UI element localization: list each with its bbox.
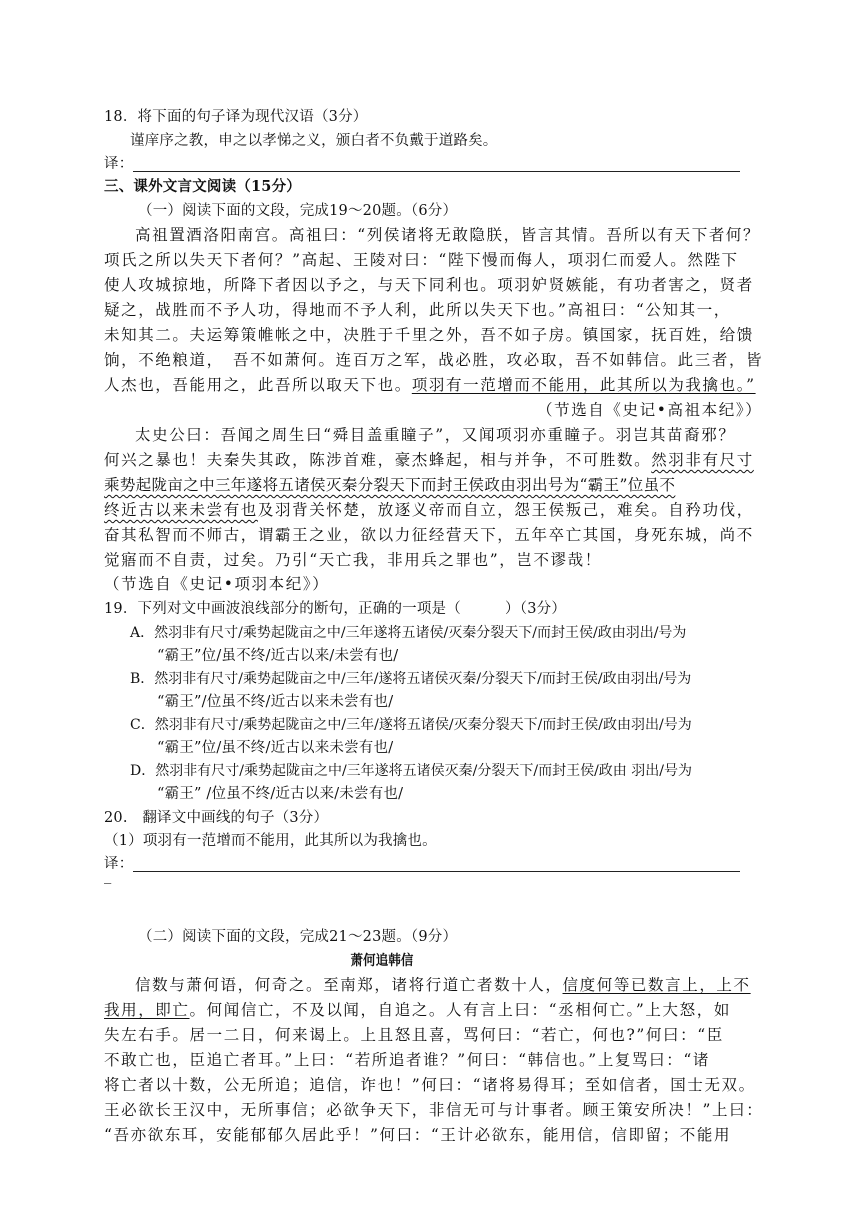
wavy-underlined-text: 终近古以来未尝有也	[104, 501, 258, 519]
passage1-line: 未知其二。夫运筹策帷帐之中，决胜于千里之外，吾不如子房。镇国家，抚百姓，给馈	[104, 326, 754, 344]
underlined-sentence: 我用，即亡	[104, 1001, 190, 1019]
passage3-line	[135, 975, 751, 995]
option-b-line2: “霸王”/位虽不终/近古以来未尝有也/	[157, 694, 394, 710]
option-d-line1: D．然羽非有尺寸/乘势起陇亩之中/三年遂将五诸侯灭秦/分裂天下/而封王侯/政由 羽出/号为	[130, 763, 692, 779]
passage1-line	[104, 375, 756, 395]
option-c-line2: “霸王”位/虽不终/近古以来未尝有也/	[157, 740, 394, 756]
underlined-sentence: 项羽有一范增而不能用，此其所以为我擒也。”	[411, 376, 756, 394]
q20-item1: （1）项羽有一范增而不能用，此其所以为我擒也。	[104, 833, 437, 849]
passage1-text: 人杰也，吾能用之，此吾所以取天下也。	[104, 376, 412, 394]
passage2-line: 觉寤而不自责，过矣。乃引“天亡我，非用兵之罪也”，岂不谬哉！	[104, 551, 602, 569]
q20-translate-label: 译：	[104, 856, 134, 872]
option-a-line2: “霸王”位/虽不终/近古以来/未尝有也/	[157, 648, 399, 664]
passage3-text: 。何闻信亡，不及以闻，自追之。人有言上曰：“丞相何亡。”上大怒，如	[189, 1001, 731, 1019]
wavy-underlined-text: 乘势起陇亩之中三年遂将五诸侯灭秦分裂天下而封王侯政由羽出号为“霸王”位虽不	[104, 476, 676, 494]
passage3-line: 将亡者以十数，公无所追；追信，诈也！”何曰：“诸将易得耳；至如信者，国士无双。	[104, 1076, 756, 1094]
q19-stem: 19．下列对文中画波浪线部分的断句，正确的一项是（ ）（3分）	[104, 601, 567, 617]
passage2-text: 何兴之暴也！夫秦失其政，陈涉首难，豪杰蜂起，相与并争，不可胜数。	[104, 451, 652, 469]
passage3-line: 不敢亡也，臣追亡者耳。”上曰：“若所追者谁？”何曰：“韩信也。”上复骂曰：“诸	[104, 1051, 710, 1069]
q18-answer-line	[133, 171, 740, 172]
passage2-line	[104, 475, 675, 495]
source-citation: （节选自《史记•项羽本纪》）	[104, 575, 330, 593]
option-d-line2: “霸王” /位虽不终/近古以来/未尝有也/	[157, 786, 404, 802]
passage1-line: 饷，不绝粮道， 吾不如萧何。连百万之军，战必胜，攻必取，吾不如韩信。此三者，皆	[104, 351, 764, 369]
underlined-sentence: 信度何等已数言上，上不	[562, 976, 751, 994]
q18-sentence: 谨庠序之教，申之以孝悌之义，颁白者不负戴于道路矣。	[130, 133, 498, 149]
option-b-line1: B．然羽非有尺寸/乘势起陇亩之中/三年/遂将五诸侯灭秦/分裂天下/而封王侯/政由羽出/号为	[130, 671, 692, 687]
passage2-line: 奋其私智而不师古，谓霸王之业，欲以力征经营天下，五年卒亡其国，身死东城，尚不	[104, 526, 754, 544]
q18-title: 18．将下面的句子译为现代汉语（3分）	[104, 109, 368, 125]
passage3-line	[104, 1000, 731, 1020]
option-a-line1: A．然羽非有尺寸/乘势起陇亩之中/三年遂将五诸侯/灭秦分裂天下/而封王侯/政由羽出/号为	[130, 625, 687, 641]
passage2-line: 太史公曰：吾闻之周生曰“舜目盖重瞳子”，又闻项羽亦重瞳子。羽岂其苗裔邪？	[135, 426, 736, 444]
passage1-line: 使人攻城掠地，所降下者因以予之，与天下同利也。项羽妒贤嫉能，有功者害之，贤者	[104, 276, 754, 294]
passage2-text: 及羽背关怀楚，放逐义帝而自立，怨王侯叛己，难矣。自矜功伐，	[257, 501, 754, 519]
passage2-line	[104, 500, 754, 520]
q20-stem: 20. 翻译文中画线的句子（3分）	[104, 810, 329, 826]
source-citation: （节选自《史记•高祖本纪》）	[537, 401, 763, 419]
wavy-underlined-text: 然羽非有尺寸	[651, 451, 754, 469]
passage1-line: 疑之，战胜而不予人功，得地而不予人利，此所以失天下也。”高祖曰：“公知其一，	[104, 301, 731, 319]
passage-title: 萧何追韩信	[350, 953, 414, 969]
passage1-line: 高祖置酒洛阳南宫。高祖曰：“列侯诸将无敢隐朕，皆言其情。吾所以有天下者何？	[135, 226, 761, 244]
passage1-line: 项氏之所以失天下者何？”高起、王陵对曰：“陛下慢而侮人，项羽仁而爱人。然陛下	[104, 251, 739, 269]
passage3-line: 王必欲长王汉中，无所事信；必欲争天下，非信无可与计事者。顾王策安所决！”上曰：	[104, 1101, 764, 1119]
option-c-line1: C．然羽非有尺寸/乘势起陇亩之中/三年/遂将五诸侯/灭秦分裂天下/而封王侯/政由羽出/号为	[130, 717, 692, 733]
passage3-line: “吾亦欲东耳，安能郁郁久居此乎！”何曰：“王计必欲东，能用信，信即留；不能用	[104, 1126, 732, 1144]
passage3-text: 信数与萧何语，何奇之。至南郑，诸将行道亡者数十人，	[135, 976, 563, 994]
part2-intro: （二）阅读下面的文段，完成21～23题。（9分）	[138, 929, 458, 945]
q18-translate-label: 译：	[104, 156, 134, 172]
stray-underscore: _	[104, 868, 112, 884]
section3-heading: 三、课外文言文阅读（15分）	[104, 178, 301, 195]
passage2-line	[104, 450, 754, 470]
part1-intro: （一）阅读下面的文段，完成19～20题。（6分）	[138, 203, 458, 219]
q20-answer-line	[133, 871, 740, 872]
passage3-line: 失左右手。居一二日，何来谒上。上且怒且喜，骂何曰：“若亡，何也?”何曰：“臣	[104, 1026, 724, 1044]
